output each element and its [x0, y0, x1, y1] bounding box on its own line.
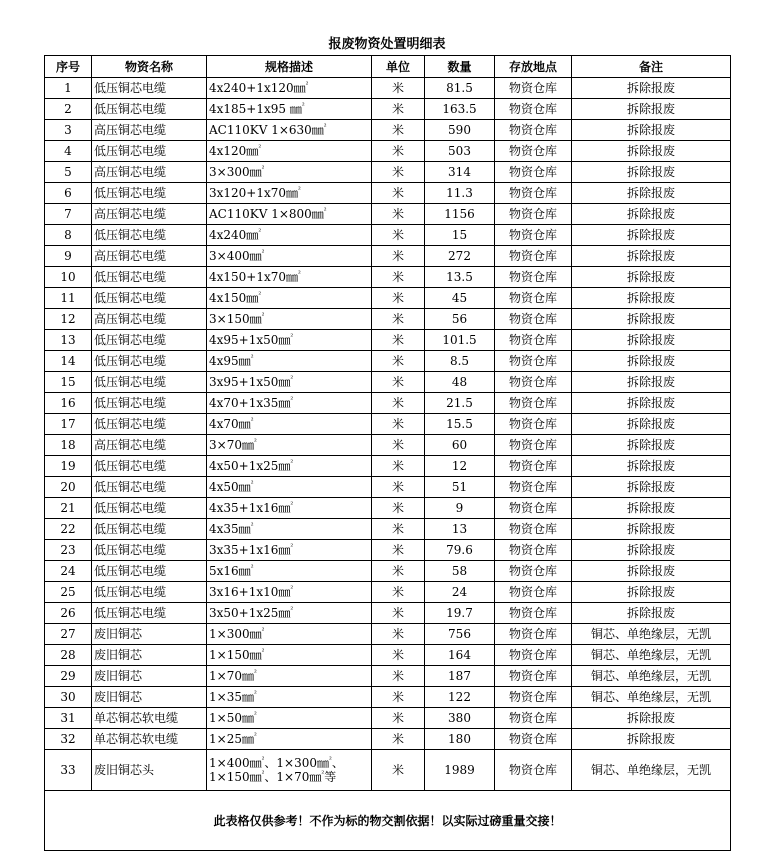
cell-spec: 4x185+1x95 ㎜$^{^2}$ [207, 99, 372, 120]
table-row [45, 561, 731, 582]
cell-no: 9 [45, 246, 92, 267]
table-row [45, 456, 731, 477]
cell-note: 拆除报废 [572, 498, 731, 519]
cell-name: 低压铜芯电缆 [92, 351, 207, 372]
cell-location: 物资仓库 [495, 372, 572, 393]
cell-spec: 1×300㎜$^{^2}$ [207, 624, 372, 645]
cell-location: 物资仓库 [495, 351, 572, 372]
cell-note: 拆除报废 [572, 393, 731, 414]
table-row [45, 687, 731, 708]
cell-qty: 756 [425, 624, 495, 645]
cell-spec: 3×150㎜$^{^2}$ [207, 309, 372, 330]
cell-unit: 米 [372, 330, 425, 351]
cell-location: 物资仓库 [495, 414, 572, 435]
cell-spec: 1×35㎜$^{^2}$ [207, 687, 372, 708]
cell-location: 物资仓库 [495, 204, 572, 225]
cell-unit: 米 [372, 624, 425, 645]
cell-unit: 米 [372, 393, 425, 414]
cell-name: 低压铜芯电缆 [92, 141, 207, 162]
cell-location: 物资仓库 [495, 225, 572, 246]
cell-note: 拆除报废 [572, 246, 731, 267]
cell-note: 拆除报废 [572, 288, 731, 309]
cell-spec: 4x150㎜$^{^2}$ [207, 288, 372, 309]
table-row [45, 246, 731, 267]
cell-location: 物资仓库 [495, 288, 572, 309]
cell-name: 单芯铜芯软电缆 [92, 729, 207, 750]
col-header-spec: 规格描述 [207, 56, 372, 78]
cell-note: 拆除报废 [572, 603, 731, 624]
cell-qty: 122 [425, 687, 495, 708]
table-row [45, 309, 731, 330]
cell-qty: 1156 [425, 204, 495, 225]
cell-qty: 180 [425, 729, 495, 750]
table-row [45, 225, 731, 246]
table-row [45, 162, 731, 183]
cell-qty: 503 [425, 141, 495, 162]
disposal-detail-table [44, 55, 731, 851]
table-row [45, 204, 731, 225]
cell-spec: 4x50㎜$^{^2}$ [207, 477, 372, 498]
cell-spec: 4x50+1x25㎜$^{^2}$ [207, 456, 372, 477]
cell-name: 低压铜芯电缆 [92, 393, 207, 414]
cell-qty: 79.6 [425, 540, 495, 561]
cell-spec: 3x95+1x50㎜$^{^2}$ [207, 372, 372, 393]
table-title: 报废物资处置明细表 [328, 37, 446, 52]
cell-location: 物资仓库 [495, 120, 572, 141]
cell-spec: 4x95㎜$^{^2}$ [207, 351, 372, 372]
cell-no: 8 [45, 225, 92, 246]
cell-qty: 272 [425, 246, 495, 267]
cell-name: 高压铜芯电缆 [92, 309, 207, 330]
cell-unit: 米 [372, 708, 425, 729]
cell-note: 拆除报废 [572, 561, 731, 582]
cell-name: 废旧铜芯 [92, 687, 207, 708]
header-row [45, 56, 731, 78]
cell-no: 18 [45, 435, 92, 456]
cell-qty: 15.5 [425, 414, 495, 435]
cell-unit: 米 [372, 183, 425, 204]
cell-spec: 3x35+1x16㎜$^{^2}$ [207, 540, 372, 561]
cell-unit: 米 [372, 435, 425, 456]
cell-name: 低压铜芯电缆 [92, 582, 207, 603]
cell-note: 拆除报废 [572, 204, 731, 225]
cell-no: 12 [45, 309, 92, 330]
cell-note: 铜芯、单绝缘层，无凯 [572, 666, 731, 687]
cell-unit: 米 [372, 540, 425, 561]
cell-note: 拆除报废 [572, 456, 731, 477]
cell-unit: 米 [372, 645, 425, 666]
cell-qty: 1989 [425, 750, 495, 791]
table-row [45, 267, 731, 288]
cell-no: 29 [45, 666, 92, 687]
cell-no: 30 [45, 687, 92, 708]
cell-location: 物资仓库 [495, 624, 572, 645]
cell-spec: 1×150㎜$^{^2}$ [207, 645, 372, 666]
cell-qty: 101.5 [425, 330, 495, 351]
cell-location: 物资仓库 [495, 477, 572, 498]
cell-qty: 13 [425, 519, 495, 540]
col-header-note: 备注 [572, 56, 731, 78]
cell-no: 22 [45, 519, 92, 540]
cell-unit: 米 [372, 561, 425, 582]
table-row [45, 435, 731, 456]
cell-unit: 米 [372, 414, 425, 435]
cell-unit: 米 [372, 456, 425, 477]
cell-no: 17 [45, 414, 92, 435]
cell-qty: 9 [425, 498, 495, 519]
cell-no: 1 [45, 78, 92, 99]
cell-unit: 米 [372, 477, 425, 498]
cell-spec: 4x240+1x120㎜$^{^2}$ [207, 78, 372, 99]
cell-unit: 米 [372, 687, 425, 708]
cell-no: 3 [45, 120, 92, 141]
cell-spec: 4x95+1x50㎜$^{^2}$ [207, 330, 372, 351]
table-row [45, 582, 731, 603]
cell-spec: 3x16+1x10㎜$^{^2}$ [207, 582, 372, 603]
cell-location: 物资仓库 [495, 141, 572, 162]
cell-no: 4 [45, 141, 92, 162]
cell-location: 物资仓库 [495, 750, 572, 791]
cell-name: 低压铜芯电缆 [92, 372, 207, 393]
cell-spec: 3x120+1x70㎜$^{^2}$ [207, 183, 372, 204]
table-row [45, 666, 731, 687]
cell-name: 废旧铜芯 [92, 666, 207, 687]
cell-name: 高压铜芯电缆 [92, 120, 207, 141]
cell-name: 高压铜芯电缆 [92, 204, 207, 225]
table-body [45, 78, 731, 851]
cell-location: 物资仓库 [495, 645, 572, 666]
cell-no: 28 [45, 645, 92, 666]
table-row [45, 141, 731, 162]
table-row [45, 708, 731, 729]
cell-location: 物资仓库 [495, 519, 572, 540]
cell-name: 废旧铜芯 [92, 645, 207, 666]
cell-unit: 米 [372, 666, 425, 687]
cell-unit: 米 [372, 582, 425, 603]
cell-spec: 4x120㎜$^{^2}$ [207, 141, 372, 162]
cell-name: 低压铜芯电缆 [92, 498, 207, 519]
cell-no: 6 [45, 183, 92, 204]
cell-location: 物资仓库 [495, 183, 572, 204]
cell-spec: 4x240㎜$^{^2}$ [207, 225, 372, 246]
cell-note: 拆除报废 [572, 435, 731, 456]
table-row [45, 393, 731, 414]
cell-no: 33 [45, 750, 92, 791]
cell-no: 19 [45, 456, 92, 477]
cell-spec: 4x35㎜$^{^2}$ [207, 519, 372, 540]
table-row [45, 519, 731, 540]
cell-unit: 米 [372, 141, 425, 162]
table-row [45, 120, 731, 141]
table-row [45, 99, 731, 120]
cell-note: 拆除报废 [572, 519, 731, 540]
cell-qty: 56 [425, 309, 495, 330]
table-row [45, 477, 731, 498]
cell-qty: 24 [425, 582, 495, 603]
cell-qty: 8.5 [425, 351, 495, 372]
cell-name: 低压铜芯电缆 [92, 225, 207, 246]
cell-name: 低压铜芯电缆 [92, 477, 207, 498]
cell-unit: 米 [372, 498, 425, 519]
cell-qty: 590 [425, 120, 495, 141]
cell-name: 低压铜芯电缆 [92, 288, 207, 309]
cell-name: 低压铜芯电缆 [92, 519, 207, 540]
cell-no: 14 [45, 351, 92, 372]
cell-unit: 米 [372, 372, 425, 393]
table-row [45, 603, 731, 624]
cell-qty: 51 [425, 477, 495, 498]
cell-unit: 米 [372, 351, 425, 372]
cell-location: 物资仓库 [495, 162, 572, 183]
cell-unit: 米 [372, 603, 425, 624]
cell-unit: 米 [372, 162, 425, 183]
col-header-name: 物资名称 [92, 56, 207, 78]
cell-name: 低压铜芯电缆 [92, 561, 207, 582]
cell-no: 10 [45, 267, 92, 288]
cell-qty: 13.5 [425, 267, 495, 288]
cell-spec: AC110KV 1×630㎜$^{^2}$ [207, 120, 372, 141]
cell-note: 拆除报废 [572, 141, 731, 162]
cell-no: 25 [45, 582, 92, 603]
cell-spec: 3×400㎜$^{^2}$ [207, 246, 372, 267]
cell-spec: 1×70㎜$^{^2}$ [207, 666, 372, 687]
cell-unit: 米 [372, 309, 425, 330]
table-row [45, 414, 731, 435]
cell-location: 物资仓库 [495, 456, 572, 477]
cell-no: 32 [45, 729, 92, 750]
cell-unit: 米 [372, 120, 425, 141]
cell-no: 31 [45, 708, 92, 729]
cell-qty: 12 [425, 456, 495, 477]
cell-no: 16 [45, 393, 92, 414]
cell-location: 物资仓库 [495, 246, 572, 267]
table-row [45, 78, 731, 99]
cell-no: 5 [45, 162, 92, 183]
cell-no: 11 [45, 288, 92, 309]
cell-name: 废旧铜芯头 [92, 750, 207, 791]
cell-note: 拆除报废 [572, 540, 731, 561]
cell-note: 拆除报废 [572, 183, 731, 204]
cell-spec: 3×300㎜$^{^2}$ [207, 162, 372, 183]
cell-qty: 15 [425, 225, 495, 246]
cell-name: 低压铜芯电缆 [92, 330, 207, 351]
cell-qty: 164 [425, 645, 495, 666]
cell-location: 物资仓库 [495, 393, 572, 414]
cell-name: 低压铜芯电缆 [92, 456, 207, 477]
cell-name: 高压铜芯电缆 [92, 162, 207, 183]
cell-spec: 4x35+1x16㎜$^{^2}$ [207, 498, 372, 519]
cell-note: 铜芯、单绝缘层，无凯 [572, 624, 731, 645]
cell-name: 单芯铜芯软电缆 [92, 708, 207, 729]
cell-note: 拆除报废 [572, 729, 731, 750]
table-row [45, 540, 731, 561]
cell-location: 物资仓库 [495, 99, 572, 120]
cell-note: 拆除报废 [572, 267, 731, 288]
cell-note: 拆除报废 [572, 414, 731, 435]
cell-unit: 米 [372, 729, 425, 750]
cell-name: 低压铜芯电缆 [92, 540, 207, 561]
cell-note: 拆除报废 [572, 78, 731, 99]
cell-spec-line: 1×150㎜$^{^2}$、1×70㎜$^{^2}$等 [209, 770, 337, 784]
cell-note: 拆除报废 [572, 99, 731, 120]
cell-location: 物资仓库 [495, 309, 572, 330]
cell-unit: 米 [372, 750, 425, 791]
cell-spec [207, 750, 372, 791]
cell-unit: 米 [372, 519, 425, 540]
cell-note: 拆除报废 [572, 120, 731, 141]
table-row [45, 330, 731, 351]
cell-qty: 380 [425, 708, 495, 729]
cell-qty: 11.3 [425, 183, 495, 204]
cell-spec: 3x50+1x25㎜$^{^2}$ [207, 603, 372, 624]
cell-qty: 187 [425, 666, 495, 687]
cell-location: 物资仓库 [495, 498, 572, 519]
cell-no: 15 [45, 372, 92, 393]
cell-no: 23 [45, 540, 92, 561]
cell-note: 拆除报废 [572, 330, 731, 351]
cell-unit: 米 [372, 267, 425, 288]
cell-unit: 米 [372, 288, 425, 309]
cell-location: 物资仓库 [495, 330, 572, 351]
cell-no: 26 [45, 603, 92, 624]
table-row [45, 372, 731, 393]
cell-name: 低压铜芯电缆 [92, 267, 207, 288]
cell-qty: 163.5 [425, 99, 495, 120]
table-row [45, 183, 731, 204]
cell-qty: 60 [425, 435, 495, 456]
cell-spec: 4x150+1x70㎜$^{^2}$ [207, 267, 372, 288]
col-header-qty: 数量 [425, 56, 495, 78]
cell-note: 拆除报废 [572, 351, 731, 372]
cell-location: 物资仓库 [495, 78, 572, 99]
cell-unit: 米 [372, 204, 425, 225]
cell-location: 物资仓库 [495, 708, 572, 729]
cell-spec: 3×70㎜$^{^2}$ [207, 435, 372, 456]
cell-unit: 米 [372, 99, 425, 120]
cell-no: 13 [45, 330, 92, 351]
cell-note: 拆除报废 [572, 582, 731, 603]
cell-location: 物资仓库 [495, 435, 572, 456]
cell-name: 废旧铜芯 [92, 624, 207, 645]
table-row [45, 729, 731, 750]
cell-qty: 81.5 [425, 78, 495, 99]
cell-location: 物资仓库 [495, 267, 572, 288]
cell-note: 拆除报废 [572, 162, 731, 183]
cell-name: 高压铜芯电缆 [92, 246, 207, 267]
table-row [45, 645, 731, 666]
cell-spec: 1×25㎜$^{^2}$ [207, 729, 372, 750]
col-header-unit: 单位 [372, 56, 425, 78]
cell-qty: 48 [425, 372, 495, 393]
cell-note: 拆除报废 [572, 477, 731, 498]
cell-no: 20 [45, 477, 92, 498]
col-header-no: 序号 [45, 56, 92, 78]
table-row [45, 498, 731, 519]
cell-location: 物资仓库 [495, 687, 572, 708]
cell-unit: 米 [372, 78, 425, 99]
cell-unit: 米 [372, 246, 425, 267]
cell-location: 物资仓库 [495, 582, 572, 603]
cell-note: 拆除报废 [572, 372, 731, 393]
cell-location: 物资仓库 [495, 561, 572, 582]
cell-name: 低压铜芯电缆 [92, 78, 207, 99]
cell-unit: 米 [372, 225, 425, 246]
cell-name: 低压铜芯电缆 [92, 414, 207, 435]
cell-spec: 4x70㎜$^{^2}$ [207, 414, 372, 435]
cell-no: 27 [45, 624, 92, 645]
cell-spec: AC110KV 1×800㎜$^{^2}$ [207, 204, 372, 225]
cell-location: 物资仓库 [495, 603, 572, 624]
cell-note: 拆除报废 [572, 708, 731, 729]
cell-note: 拆除报废 [572, 309, 731, 330]
cell-qty: 314 [425, 162, 495, 183]
cell-spec-line: 1×400㎜$^{^2}$、1×300㎜$^{^2}$、 [209, 756, 344, 770]
cell-note: 铜芯、单绝缘层，无凯 [572, 645, 731, 666]
table-row [45, 624, 731, 645]
cell-no: 7 [45, 204, 92, 225]
cell-qty: 21.5 [425, 393, 495, 414]
cell-spec: 4x70+1x35㎜$^{^2}$ [207, 393, 372, 414]
cell-spec: 1×50㎜$^{^2}$ [207, 708, 372, 729]
cell-location: 物资仓库 [495, 666, 572, 687]
cell-note: 拆除报废 [572, 225, 731, 246]
cell-name: 低压铜芯电缆 [92, 99, 207, 120]
cell-location: 物资仓库 [495, 540, 572, 561]
table-row [45, 750, 731, 791]
col-header-location: 存放地点 [495, 56, 572, 78]
footer-row [45, 791, 731, 851]
cell-name: 低压铜芯电缆 [92, 183, 207, 204]
cell-note: 铜芯、单绝缘层，无凯 [572, 750, 731, 791]
cell-spec: 5x16㎜$^{^2}$ [207, 561, 372, 582]
cell-no: 2 [45, 99, 92, 120]
cell-location: 物资仓库 [495, 729, 572, 750]
cell-name: 低压铜芯电缆 [92, 603, 207, 624]
table-row [45, 351, 731, 372]
cell-qty: 19.7 [425, 603, 495, 624]
cell-note: 铜芯、单绝缘层，无凯 [572, 687, 731, 708]
cell-qty: 45 [425, 288, 495, 309]
footer-disclaimer: 此表格仅供参考！不作为标的物交割依据！以实际过磅重量交接！ [45, 791, 731, 851]
cell-no: 21 [45, 498, 92, 519]
cell-no: 24 [45, 561, 92, 582]
cell-qty: 58 [425, 561, 495, 582]
table-row [45, 288, 731, 309]
cell-name: 高压铜芯电缆 [92, 435, 207, 456]
